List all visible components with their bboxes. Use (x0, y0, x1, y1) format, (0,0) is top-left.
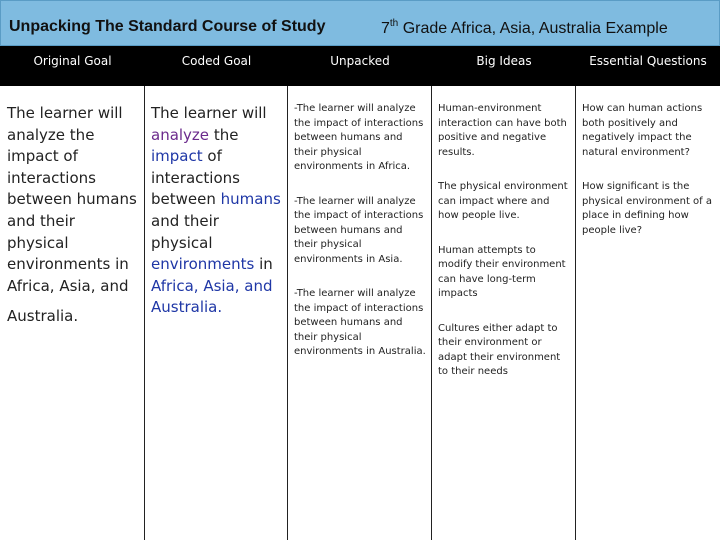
coded-verb: analyze (151, 125, 210, 144)
subtitle-grade: 7 (381, 20, 390, 37)
coded-text: and their physical (151, 211, 219, 252)
subtitle-text: Grade Africa, Asia, Australia Example (398, 20, 668, 37)
page-subtitle (381, 18, 668, 38)
unpacked-item: -The learner will analyze the impact of interactions between humans and their physical environments in Asia. (294, 195, 424, 265)
big-idea-item: Human attempts to modify their environment can have long-term impacts (438, 244, 566, 299)
column-divider (144, 86, 145, 540)
original-goal-cell (7, 103, 141, 328)
table-body (0, 86, 720, 540)
subtitle-ordinal: th (389, 18, 399, 29)
page-title: Unpacking The Standard Course of Study (9, 18, 326, 35)
column-divider (431, 86, 432, 540)
coded-noun: humans (220, 190, 281, 209)
big-idea-item: Cultures either adapt to their environment or adapt their environment to their needs (438, 322, 561, 377)
column-divider (287, 86, 288, 540)
coded-text: in (254, 255, 273, 274)
header-unpacked: Unpacked (330, 54, 390, 68)
original-goal-last: Australia. (7, 307, 79, 326)
essential-question-item: How significant is the physical environment of a place in defining how people live? (582, 181, 712, 236)
unpacked-item: -The learner will analyze the impact of interactions between humans and their physical environments in Africa. (294, 103, 424, 172)
coded-goal-cell (151, 103, 285, 319)
essential-question-item: How can human actions both positively and negatively impact the natural environment? (582, 103, 703, 158)
big-idea-item: The physical environment can impact where and how people live. (438, 181, 568, 221)
header-original-goal: Original Goal (33, 54, 112, 68)
big-idea-item: Human-environment interaction can have both positive and negative results. (438, 103, 567, 158)
header-big-ideas: Big Ideas (476, 54, 532, 68)
coded-places: Africa, Asia, and Australia. (151, 276, 273, 317)
essential-questions-cell (582, 102, 716, 238)
coded-text: The learner will (151, 104, 267, 122)
coded-noun: environments (151, 255, 255, 274)
original-goal-text: The learner will analyze the impact of interactions between humans and their physical environments in Africa, Asia, and (7, 104, 137, 295)
coded-text: of interactions between (151, 147, 240, 209)
big-ideas-cell (438, 102, 570, 380)
header-essential-questions: Essential Questions (589, 54, 707, 68)
unpacked-cell (294, 102, 426, 360)
table-header-row (0, 46, 720, 86)
column-divider (575, 86, 576, 540)
coded-noun: impact (151, 147, 203, 166)
header-coded-goal: Coded Goal (181, 54, 252, 68)
unpacked-item: -The learner will analyze the impact of interactions between humans and their physical environments in Australia. (294, 288, 426, 357)
coded-text: the (209, 125, 239, 144)
title-bar (0, 0, 720, 46)
